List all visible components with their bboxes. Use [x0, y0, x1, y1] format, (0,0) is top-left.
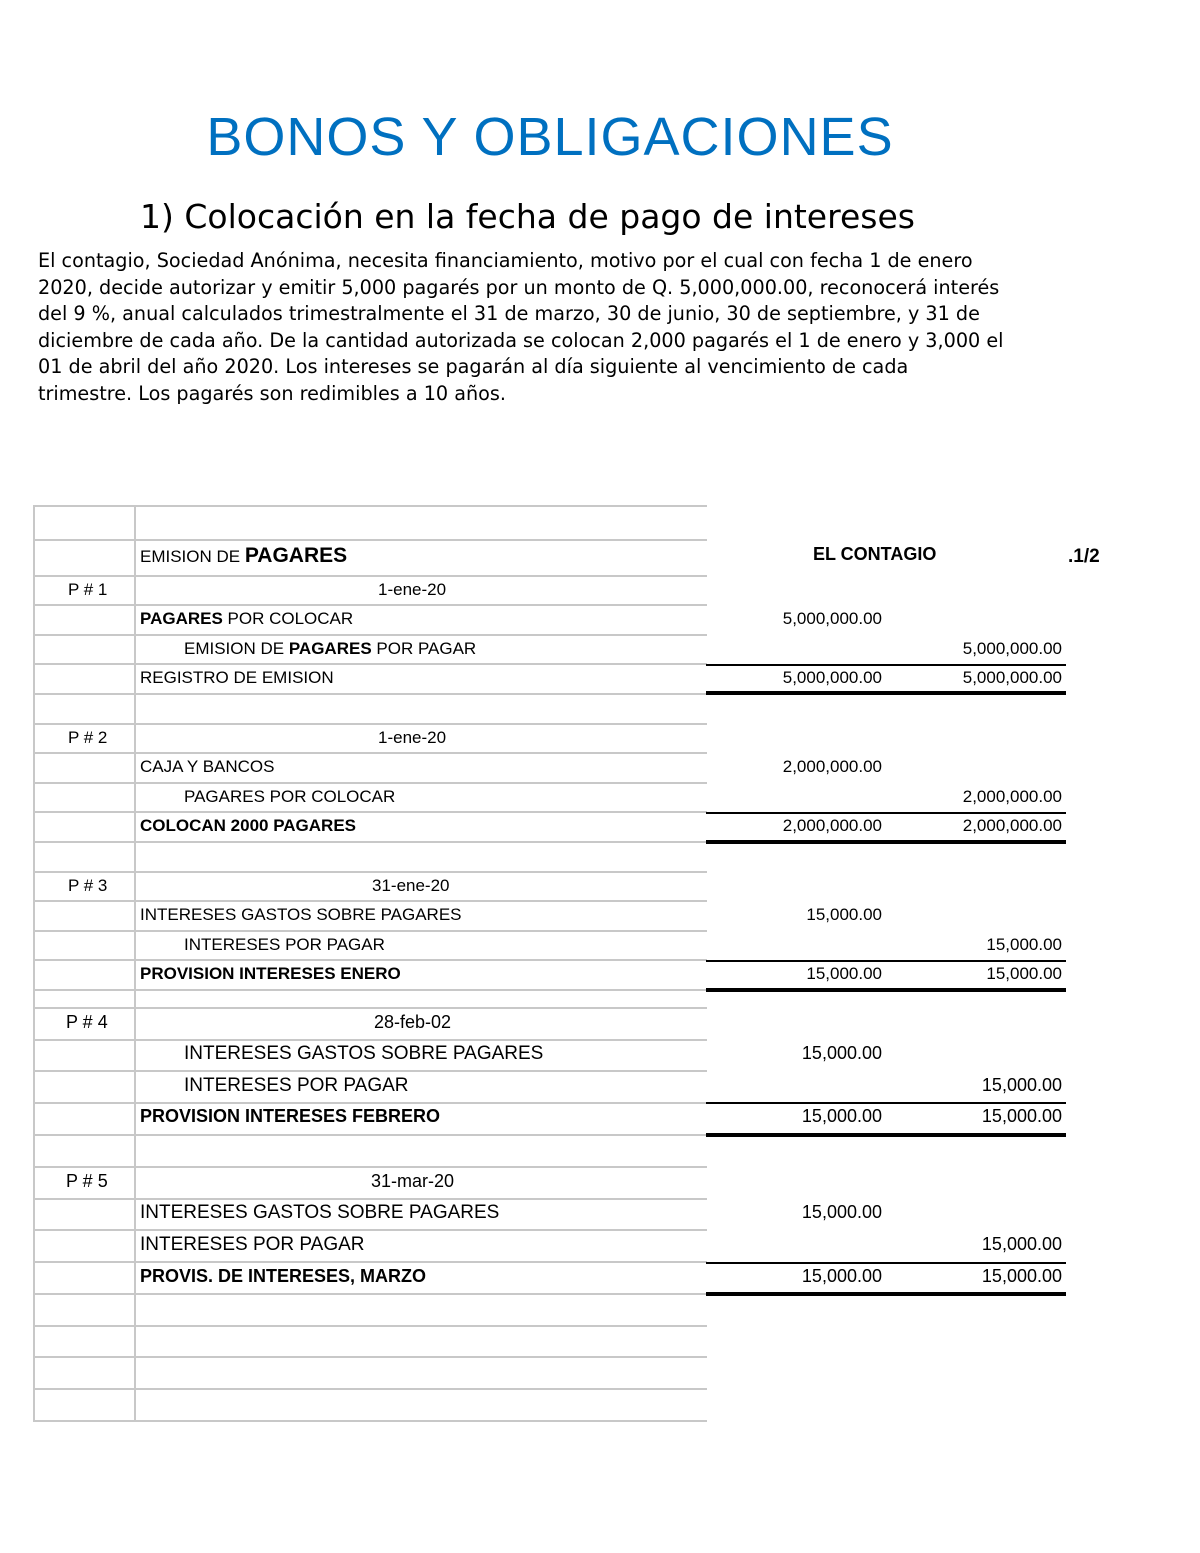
grid-line — [33, 752, 707, 754]
grid-line — [33, 1388, 707, 1390]
entry-date: 1-ene-20 — [378, 728, 447, 747]
paragraph-line: 2020, decide autorizar y emitir 5,000 pagarés por un monto de Q. 5,000,000.00, reconocerá interés — [38, 275, 1000, 299]
debit-account: CAJA Y BANCOS — [140, 757, 275, 776]
grid-line — [33, 1356, 707, 1358]
subtotal-line — [706, 1102, 1066, 1104]
ledger-header-label: EMISION DE PAGARES — [140, 544, 348, 567]
subtotal-line — [706, 960, 1066, 962]
grid-line — [33, 1325, 707, 1327]
entry-id: P # 2 — [68, 728, 108, 747]
grid-line — [33, 841, 707, 843]
total-credit: 15,000.00 — [986, 964, 1062, 983]
total-double-line — [706, 840, 1066, 844]
paragraph-line: El contagio, Sociedad Anónima, necesita financiamiento, motivo por el cual con fecha 1 de enero — [38, 249, 973, 272]
entry-date: 31-ene-20 — [372, 876, 450, 895]
credit-amount: 5,000,000.00 — [962, 639, 1062, 658]
company-name: EL CONTAGIO — [813, 544, 937, 564]
entry-description: COLOCAN 2000 PAGARES — [140, 816, 357, 835]
grid-line — [33, 1007, 707, 1009]
credit-amount: 15,000.00 — [981, 1234, 1062, 1254]
grid-line — [33, 930, 707, 932]
debit-amount: 15,000.00 — [801, 1043, 882, 1063]
entry-description: REGISTRO DE EMISION — [140, 668, 334, 687]
paragraph-line: diciembre de cada año. De la cantidad autorizada se colocan 2,000 pagarés el 1 de enero y 3,000 el — [38, 328, 1004, 352]
grid-line — [33, 1198, 707, 1200]
credit-amount: 15,000.00 — [981, 1075, 1062, 1095]
entry-date: 1-ene-20 — [378, 580, 447, 599]
debit-account: INTERESES GASTOS SOBRE PAGARES — [140, 905, 462, 924]
total-debit: 15,000.00 — [801, 1266, 882, 1286]
entry-description: PROVISION INTERESES FEBRERO — [140, 1106, 441, 1126]
entry-description: PROVIS. DE INTERESES, MARZO — [140, 1266, 427, 1286]
subtotal-line — [706, 664, 1066, 666]
total-double-line — [706, 691, 1066, 695]
grid-line — [33, 1134, 707, 1136]
entry-date: 28-feb-02 — [374, 1012, 452, 1032]
grid-line — [33, 871, 707, 873]
credit-amount: 2,000,000.00 — [962, 787, 1062, 806]
paragraph-line: del 9 %, anual calculados trimestralmente el 31 de marzo, 30 de junio, 30 de septiembre, y 31 de — [38, 302, 980, 325]
document-title: BONOS Y OBLIGACIONES — [206, 107, 894, 167]
paragraph-line: trimestre. Los pagarés son redimibles a 10 años. — [38, 381, 506, 405]
entry-id: P # 3 — [68, 876, 108, 895]
debit-amount: 5,000,000.00 — [782, 609, 882, 628]
grid-line — [33, 539, 707, 541]
grid-line — [33, 1166, 707, 1168]
paragraph-line: 01 de abril del año 2020. Los intereses se pagarán al día siguiente al vencimiento de cada — [38, 355, 909, 378]
grid-line — [33, 959, 707, 961]
debit-amount: 15,000.00 — [801, 1202, 882, 1222]
total-double-line — [706, 988, 1066, 992]
total-double-line — [706, 1292, 1066, 1296]
grid-line — [33, 1102, 707, 1104]
grid-line — [33, 1261, 707, 1263]
grid-line — [33, 1293, 707, 1295]
total-debit: 15,000.00 — [806, 964, 882, 983]
entry-id: P # 5 — [66, 1171, 108, 1191]
total-credit: 2,000,000.00 — [962, 816, 1062, 835]
total-debit: 15,000.00 — [801, 1106, 882, 1126]
section-heading: 1) Colocación en la fecha de pago de intereses — [140, 197, 915, 236]
credit-account: INTERESES POR PAGAR — [140, 1234, 365, 1255]
total-debit: 2,000,000.00 — [782, 816, 882, 835]
grid-line — [33, 1420, 707, 1422]
grid-line — [33, 782, 707, 784]
credit-account: PAGARES POR COLOCAR — [184, 787, 396, 806]
grid-line-left — [33, 505, 35, 1422]
debit-amount: 2,000,000.00 — [782, 757, 882, 776]
subtotal-line — [706, 812, 1066, 814]
grid-line — [33, 634, 707, 636]
grid-line — [33, 663, 707, 665]
grid-line — [33, 1229, 707, 1231]
grid-line — [33, 900, 707, 902]
total-credit: 15,000.00 — [981, 1266, 1062, 1286]
grid-line — [33, 604, 707, 606]
grid-line — [33, 989, 707, 991]
grid-line — [33, 1070, 707, 1072]
debit-account: INTERESES GASTOS SOBRE PAGARES — [184, 1043, 544, 1064]
entry-date: 31-mar-20 — [371, 1171, 455, 1191]
grid-line — [33, 575, 707, 577]
page-number: .1/2 — [1068, 546, 1100, 567]
credit-account: INTERESES POR PAGAR — [184, 1075, 409, 1096]
debit-account: INTERESES GASTOS SOBRE PAGARES — [140, 1202, 500, 1223]
entry-id: P # 1 — [68, 580, 108, 599]
grid-line — [33, 723, 707, 725]
total-debit: 5,000,000.00 — [782, 668, 882, 687]
grid-line — [33, 1039, 707, 1041]
debit-account: PAGARES POR COLOCAR — [140, 609, 354, 628]
entry-id: P # 4 — [66, 1012, 108, 1032]
grid-line — [33, 505, 707, 507]
credit-account: INTERESES POR PAGAR — [184, 935, 385, 954]
credit-amount: 15,000.00 — [986, 935, 1062, 954]
credit-account: EMISION DE PAGARES POR PAGAR — [184, 639, 477, 658]
grid-line — [33, 811, 707, 813]
grid-line-divider — [134, 505, 136, 1422]
subtotal-line — [706, 1262, 1066, 1264]
debit-amount: 15,000.00 — [806, 905, 882, 924]
grid-line — [33, 693, 707, 695]
total-credit: 5,000,000.00 — [962, 668, 1062, 687]
entry-description: PROVISION INTERESES ENERO — [140, 964, 401, 983]
total-double-line — [706, 1133, 1066, 1137]
total-credit: 15,000.00 — [981, 1106, 1062, 1126]
